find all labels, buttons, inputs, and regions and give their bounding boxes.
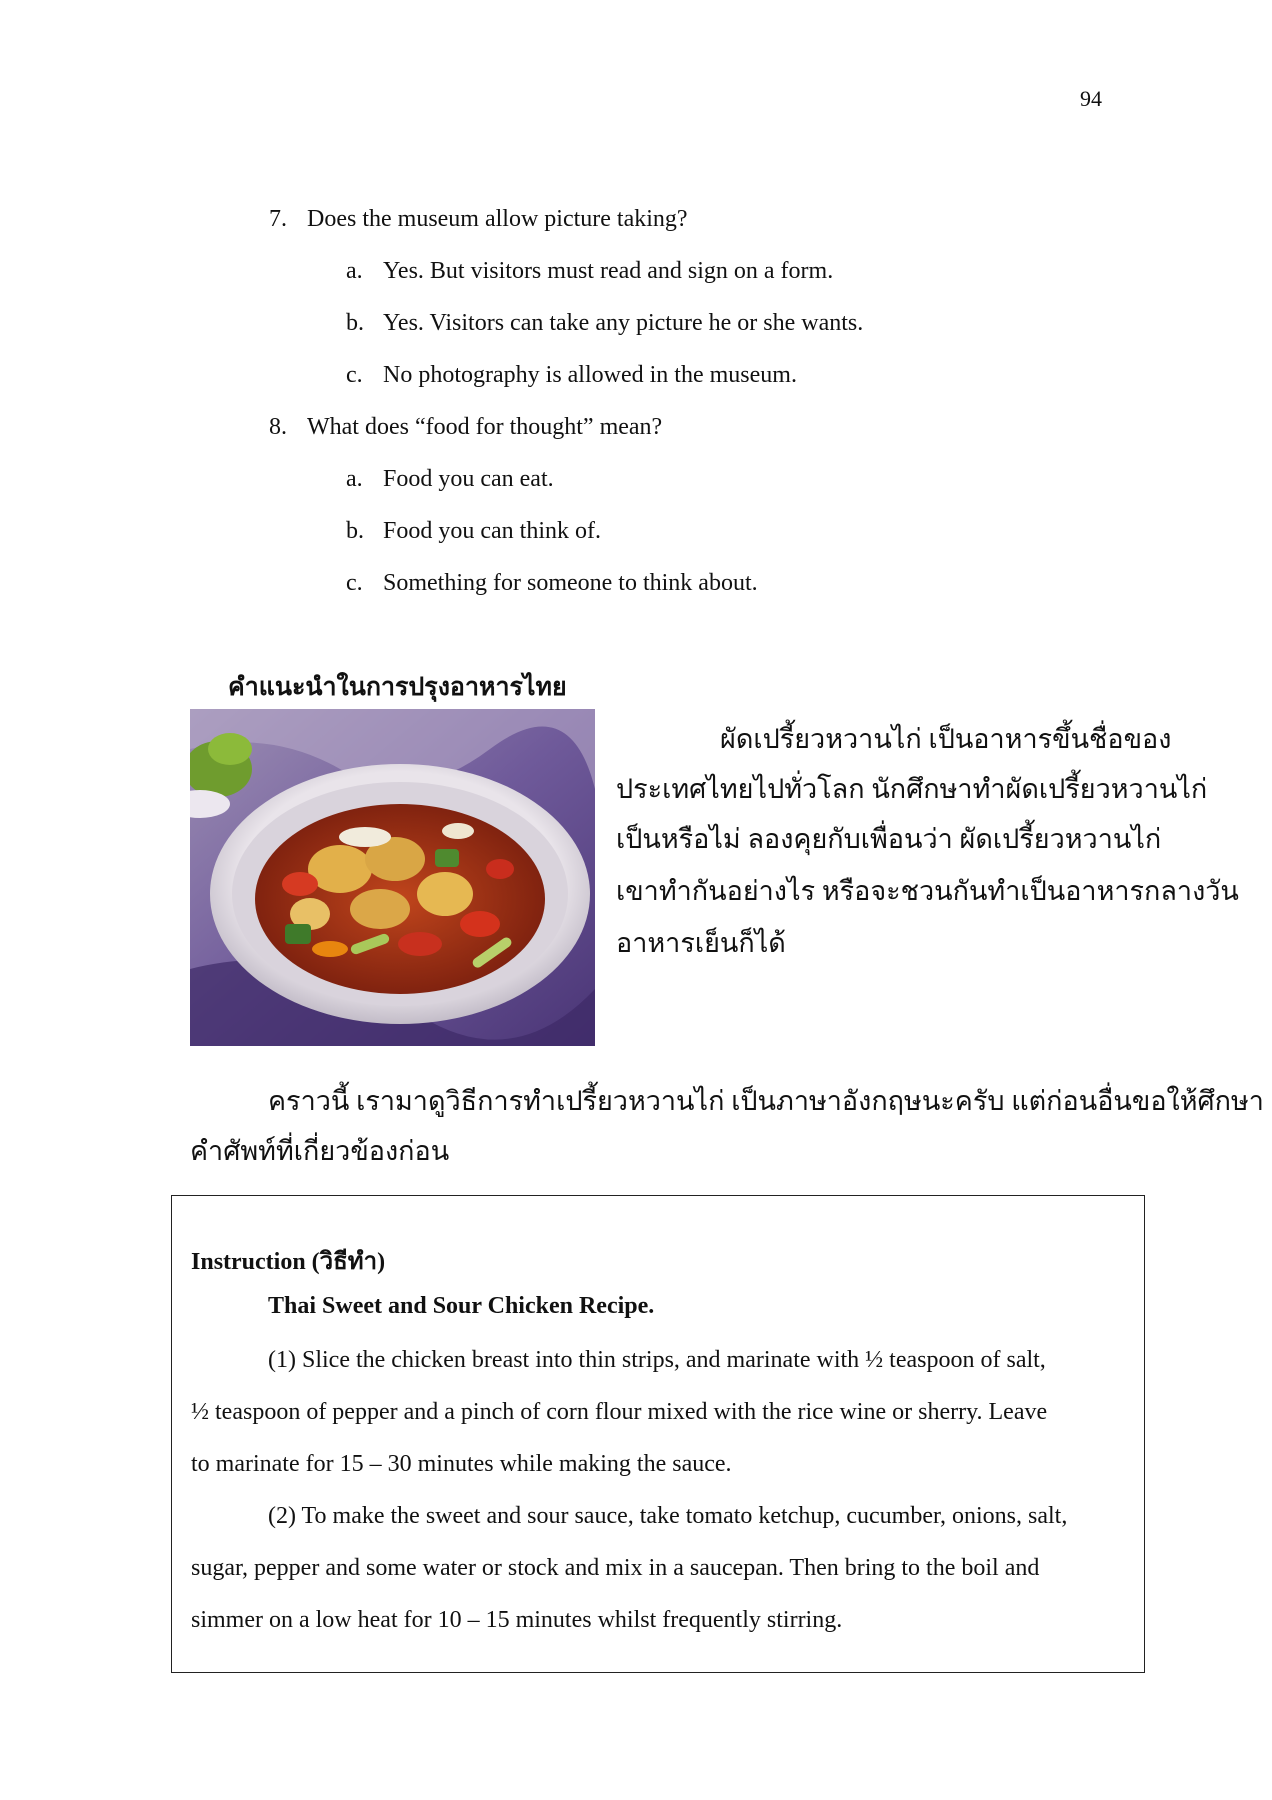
question-8 xyxy=(269,412,662,442)
option-text: Something for someone to think about. xyxy=(383,570,758,596)
question-text: Does the museum allow picture taking? xyxy=(307,206,688,232)
intro-line: เขาทำกันอย่างไร หรือจะชวนกันทำเป็นอาหารกลางวัน xyxy=(616,876,1239,906)
option-letter: b. xyxy=(346,518,364,544)
step-1-line: (1) Slice the chicken breast into thin strips, and marinate with ½ teaspoon of salt, xyxy=(268,1347,1046,1373)
intro-line: เป็นหรือไม่ ลองคุยกับเพื่อนว่า ผัดเปรี้ยวหวานไก่ xyxy=(616,824,1162,854)
paragraph-line: คำศัพท์ที่เกี่ยวข้องก่อน xyxy=(190,1136,450,1166)
paragraph-line: คราวนี้ เรามาดูวิธีการทำเปรี้ยวหวานไก่ เป็นภาษาอังกฤษนะครับ แต่ก่อนอื่นขอให้ศึกษา xyxy=(268,1086,1264,1116)
option-letter: b. xyxy=(346,310,364,336)
intro-line: ประเทศไทยไปทั่วโลก นักศึกษาทำผัดเปรี้ยวหวานไก่ xyxy=(616,774,1208,804)
step-1-line: to marinate for 15 – 30 minutes while making the sauce. xyxy=(191,1451,732,1477)
option-text: Food you can eat. xyxy=(383,466,554,492)
intro-line: อาหารเย็นก็ได้ xyxy=(616,928,786,958)
option-letter: a. xyxy=(346,466,363,492)
dish-photo xyxy=(190,709,595,1046)
question-number: 8. xyxy=(269,414,287,440)
recipe-title: Thai Sweet and Sour Chicken Recipe. xyxy=(268,1293,655,1319)
question-number: 7. xyxy=(269,206,287,232)
step-1-line: ½ teaspoon of pepper and a pinch of corn flour mixed with the rice wine or sherry. Leave xyxy=(191,1399,1048,1425)
question-7-option-b xyxy=(346,308,863,338)
instruction-heading: Instruction (วิธีทำ) xyxy=(191,1249,386,1275)
question-8-option-a xyxy=(346,464,554,494)
page-number: 94 xyxy=(1080,86,1102,111)
step-2-line: simmer on a low heat for 10 – 15 minutes whilst frequently stirring. xyxy=(191,1607,843,1633)
option-text: No photography is allowed in the museum. xyxy=(383,362,797,388)
step-2-line: (2) To make the sweet and sour sauce, take tomato ketchup, cucumber, onions, salt, xyxy=(268,1503,1068,1529)
question-7-option-c xyxy=(346,360,797,390)
option-text: Food you can think of. xyxy=(383,518,601,544)
option-letter: a. xyxy=(346,258,363,284)
question-8-option-b xyxy=(346,516,601,546)
section-title: คำแนะนำในการปรุงอาหารไทย xyxy=(228,674,567,701)
option-letter: c. xyxy=(346,570,363,596)
question-7-option-a xyxy=(346,256,833,286)
option-letter: c. xyxy=(346,362,363,388)
question-text: What does “food for thought” mean? xyxy=(307,414,663,440)
question-7 xyxy=(269,204,688,234)
step-2-line: sugar, pepper and some water or stock and mix in a saucepan. Then bring to the boil and xyxy=(191,1555,1040,1581)
intro-line: ผัดเปรี้ยวหวานไก่ เป็นอาหารขึ้นชื่อของ xyxy=(720,724,1172,754)
option-text: Yes. Visitors can take any picture he or she wants. xyxy=(383,310,864,336)
question-8-option-c xyxy=(346,568,758,598)
option-text: Yes. But visitors must read and sign on a form. xyxy=(383,258,834,284)
